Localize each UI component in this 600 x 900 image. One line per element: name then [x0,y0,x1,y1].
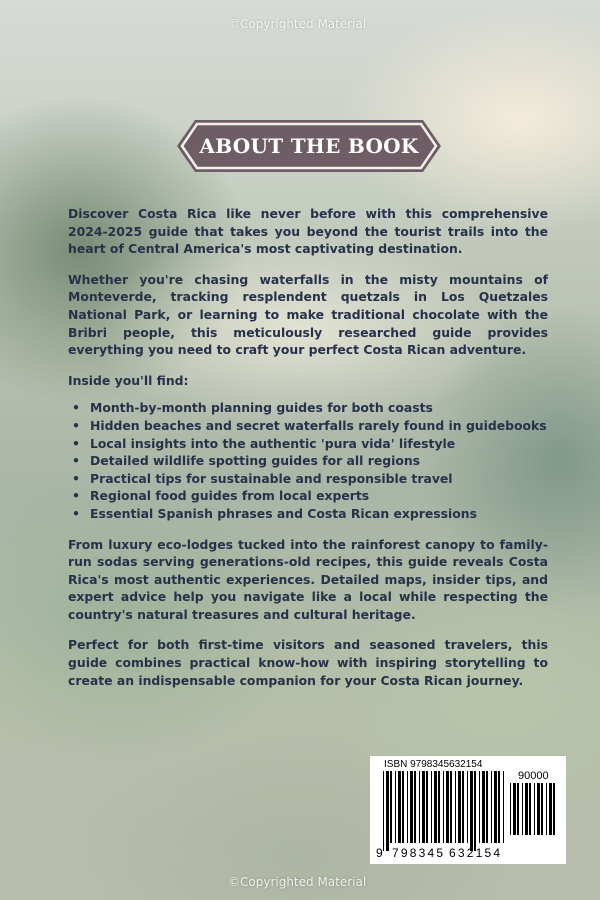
isbn-barcode [370,756,566,864]
feature-text: Month-by-month planning guides for both coasts [90,400,433,416]
barcode-bar [529,783,531,835]
feature-text: Essential Spanish phrases and Costa Rican expressions [90,505,477,521]
barcode-bar [503,771,504,843]
addon-barcode-bars [510,783,558,859]
list-item [68,505,548,523]
list-item [68,435,548,453]
bullet-icon: • [72,470,80,486]
barcode-bar [398,771,401,843]
bullet-icon: • [72,505,80,521]
list-item [68,487,548,505]
isbn-label: ISBN 9798345632154 [384,759,483,770]
barcode-bar [414,771,416,843]
barcode-bar [446,771,449,843]
banner-title: ABOUT THE BOOK [199,134,419,158]
barcode-bar [426,771,428,843]
book-description [68,205,548,689]
copyright-watermark-top: ©Copyrighted Material [228,17,367,31]
list-item [68,417,548,435]
bullet-icon: • [72,400,80,416]
barcode-bar [390,771,392,843]
barcode-bar [419,771,420,843]
bullet-icon: • [72,435,80,451]
feature-list [68,399,548,522]
barcode-bar [479,771,480,843]
feature-text: Hidden beaches and secret waterfalls rarely found in guidebooks [90,417,547,433]
barcode-bar [537,783,540,835]
feature-text: Local insights into the authentic 'pura vida' lifestyle [90,435,456,451]
barcode-bar [517,783,519,835]
list-item [68,399,548,417]
list-item [68,470,548,488]
perfect-paragraph: Perfect for both first-time visitors and seasoned travelers, this guide combines practical know-how with inspiring storytelling to create an indispensable companion for your Costa Rican journey. [68,637,548,688]
list-item [68,452,548,470]
barcode-bar [443,771,444,843]
barcode-bar [491,771,492,843]
barcode-bar [455,771,456,843]
barcode-bar [395,771,396,843]
price-code: 90000 [518,770,549,782]
barcode-bar [402,771,404,843]
barcode-bar [486,771,488,843]
barcode-bar [525,783,528,835]
barcode-bar [549,783,552,835]
barcode-bar [434,771,437,843]
barcode-bars [383,771,507,851]
barcode-bar [383,771,384,851]
barcode-bar [534,783,535,835]
barcode-bar [386,771,389,851]
bullet-icon: • [72,453,80,469]
from-luxury-paragraph: From luxury eco-lodges tucked into the rainforest canopy to family-run sodas serving generations-old recipes, this guide reveals Costa Rica's most authentic experiences. Detailed maps, insider tips, and expert advice help you navigate like a local while respecting the country's natural treasures and cultural heritage. [68,536,548,622]
barcode-bar [546,783,547,835]
inside-heading: Inside you'll find: [68,372,189,388]
barcode-bar [494,771,497,843]
barcode-bar [498,771,500,843]
barcode-bar [470,771,473,851]
copyright-watermark-bottom: ©Copyrighted Material [228,875,367,889]
barcode-digit-first: 9 [376,846,383,860]
barcode-bar [482,771,485,843]
feature-text: Detailed wildlife spotting guides for all regions [90,453,421,469]
barcode-bar [462,771,464,843]
feature-text: Regional food guides from local experts [90,488,370,504]
barcode-bar [467,771,468,843]
barcode-bar [407,771,408,843]
barcode-digits-left: 798345 [392,846,446,860]
section-banner [175,118,443,174]
barcode-bar [553,783,555,835]
barcode-bar [522,783,523,835]
barcode-bar [422,771,425,843]
barcode-bar [510,783,511,835]
bullet-icon: • [72,488,80,504]
barcode-digits [376,846,516,860]
barcode-bar [458,771,461,843]
whether-paragraph: Whether you're chasing waterfalls in the misty mountains of Monteverde, tracking resplendent quetzals in Los Quetzales National Park, or learning to make traditional chocolate with the Bribri people, this meticulously researched guide provides everything you need to craft your perfect Costa Rican adventure. [68,271,548,358]
barcode-bar [541,783,543,835]
barcode-digits-right: 632154 [449,846,503,860]
barcode-bar [438,771,440,843]
intro-paragraph: Discover Costa Rica like never before with this comprehensive 2024-2025 guide that takes you beyond the tourist trails into the heart of Central America's most captivating destination. [68,206,548,257]
barcode-bar [474,771,476,851]
bullet-icon: • [72,417,80,433]
barcode-bar [450,771,452,843]
barcode-bar [431,771,432,843]
barcode-bar [513,783,516,835]
barcode-bar [410,771,413,843]
feature-text: Practical tips for sustainable and responsible travel [90,470,453,486]
